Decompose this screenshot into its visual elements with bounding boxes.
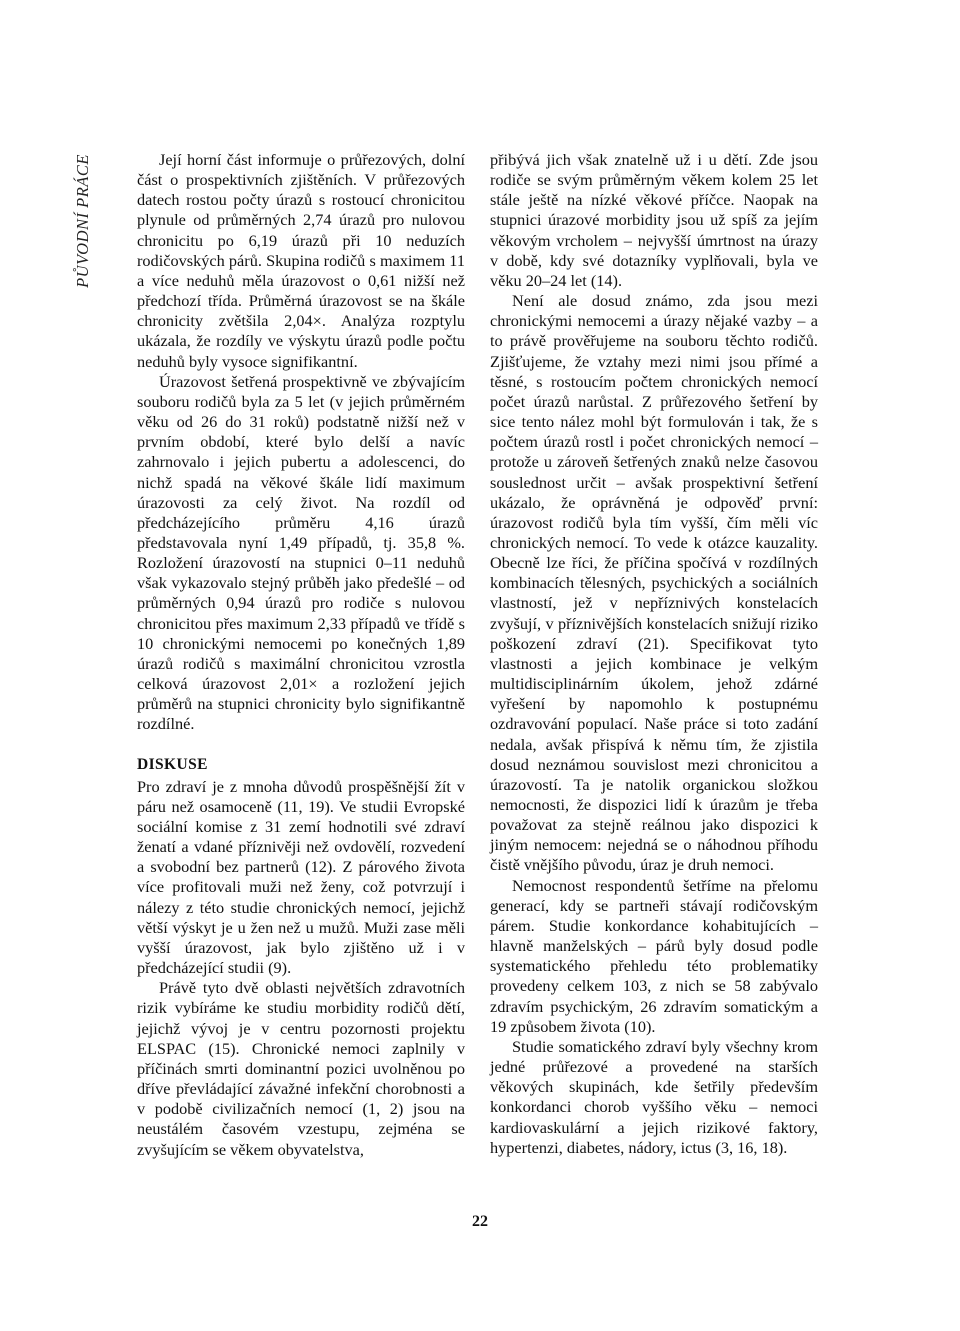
paragraph: Nemocnost respondentů šetříme na přelomu generací, kdy se partneři stávají rodičovským párem. Studie konkordance kohabitujících – hlavně manželských – párů byly dosud podle systematického přehledu této problematiky provedeny celkem 103, z nich se 58 zabývalo zdravím psychickým, 26 zdravím somatickým a 19 způsobem života (10).	[490, 875, 818, 1036]
paragraph: Pro zdraví je z mnoha důvodů prospěšnější žít v páru než osamoceně (11, 19). Ve studii Evropské sociální komise z 31 zemí hodnotili své zdraví ženatí a vdané příznivěji než ovdovělí, rozvedení a svobodní bez partnerů (12). Z párového života více profitovali muži než ženy, což potvrzují i nálezy z této studie chronických nemocí, jejichž větší výskyt je u žen než u mužů. Muži zase měli vyšší úrazovost, jak bylo zjištěno už i v předcházející studii (9).	[137, 776, 465, 978]
paragraph: Právě tyto dvě oblasti největších zdravotních rizik vybíráme ke studiu morbidity rodičů dětí, jejichž vývoj je v centru pozornosti projektu ELSPAC (15). Chronické nemoci zaplnily v příčinách smrti dominantní pozici uvolněnou po dříve převládající závažné infekční chorobnosti a v podobě civilizačních nemocí (1, 2) jsou na neustálém časovém vzestupu, zejména se zvyšujícím se věkem obyvatelstva,	[137, 978, 465, 1159]
right-column	[490, 150, 818, 1158]
section-heading: DISKUSE	[137, 755, 208, 773]
paragraph: Úrazovost šetřená prospektivně ve zbývajícím souboru rodičů byla za 5 let (v jejich průměrném věku od 26 do 31 roků) podstatně nižší než v prvním období, které bylo delší a navíc zahrnovalo i jejich pubertu a adolescenci, do nichž spadá na věkové škále lidí maximum úrazovosti za celý život. Na rozdíl od předcházejícího průměru 4,16 úrazů představovala nyní 1,49 případů, tj. 35,8 %. Rozložení úrazovostí na stupnici 0–11 neduhů však vykazovalo stejný průběh jako předešlé – od průměrných 0,94 úrazů pro rodiče s nulovou chronicitou přes maximum 2,33 případů ve třídě s 10 chronickými nemocemi po konečných 1,89 úrazů rodičů s maximální chronicitou vzrostla celková úrazovost 2,01× a rozložení jejich průměrů na stupnici chronicity bylo signifikantně rozdílné.	[137, 371, 465, 734]
page-number: 22	[472, 1213, 488, 1230]
paragraph: Studie somatického zdraví byly všechny krom jedné průřezové a provedené na starších věkových skupinách, kde šetřily především konkordanci chorob vyššího věku – nemoci kardiovaskulární a jejich rizikové faktory, hypertenzi, diabetes, nádory, ictus (3, 16, 18).	[490, 1036, 818, 1157]
left-column	[137, 150, 465, 1160]
paragraph: Není ale dosud známo, zda jsou mezi chronickými nemocemi a úrazy nějaké vazby – a to právě prověřujeme na souboru těchto rodičů. Zjišťujeme, že vztahy mezi nimi jsou přímé a těsné, s rostoucím počtem chronických nemocí počet úrazů narůstal. Z průřezového šetření by sice tento nález mohl být formulován i tak, že s počtem úrazů rostl i počet chronických nemocí – protože u zároveň šetřených znaků nelze časovou souslednost určit – avšak prospektivní šetření ukázalo, že oprávněná je odpověď první: úrazovost rodičů byla tím vyšší, čím měli víc chronických nemocí. To vede k otázce kauzality. Obecně lze říci, že příčina spočívá v rozdílných kombinacích tělesných, psychických a sociálních vlastností, jež v nepříznivých konstelacích zvyšují, v příznivějších konstelacích snižují riziko poškození zdraví (21). Specifikovat tyto vlastnosti a jejich kombinace je velkým multidisciplinárním úkolem, jehož zdárné vyřešení by napomohlo k postupnému ozdravování populací. Naše práce si toto zadání nedala, avšak přispívá k němu tím, že zjistila dosud neznámou souvislost mezi chronicitou a úrazovostí. Ta je natolik organickou složkou nemocnosti, že dispozici lidí k úrazům je třeba považovat za stejně reálnou jako dispozici k jiným nemocem: nejedná se o náhodnou příhodu čistě vnějšího původu, úraz je druh nemoci.	[490, 291, 818, 875]
running-header-text: PŮVODNÍ PRÁCE	[73, 153, 93, 288]
running-header	[66, 148, 100, 293]
paragraph: Její horní část informuje o průřezových, dolní část o prospektivních zjištěních. V průřezových datech rostou počty úrazů s rostoucí chronicitou plynule od průměrných 2,74 úrazů pro nulovou chronicitu po 6,19 úrazů při 10 neduzích rodičovských párů. Skupina rodičů s maximem 11 a více neduhů měla úrazovost o 0,61 nižší než předchozí třída. Průměrná úrazovost se na škále chronicity zvětšila 2,04×. Analýza rozptylu ukázala, že rozdíly ve výskytu úrazů podle počtu neduhů byly vysoce signifikantní.	[137, 150, 465, 371]
paragraph: přibývá jich však znatelně už i u dětí. Zde jsou rodiče se svým průměrným věkem kolem 25 let stále ještě na nízké věkové příčce. Naopak na stupnici úrazové morbidity jsou už spíš za jejím věkovým vrcholem – nejvyšší úmrtnost na úrazy v době, kdy své dotazníky vyplňovali, byla ve věku 20–24 let (14).	[490, 150, 818, 290]
